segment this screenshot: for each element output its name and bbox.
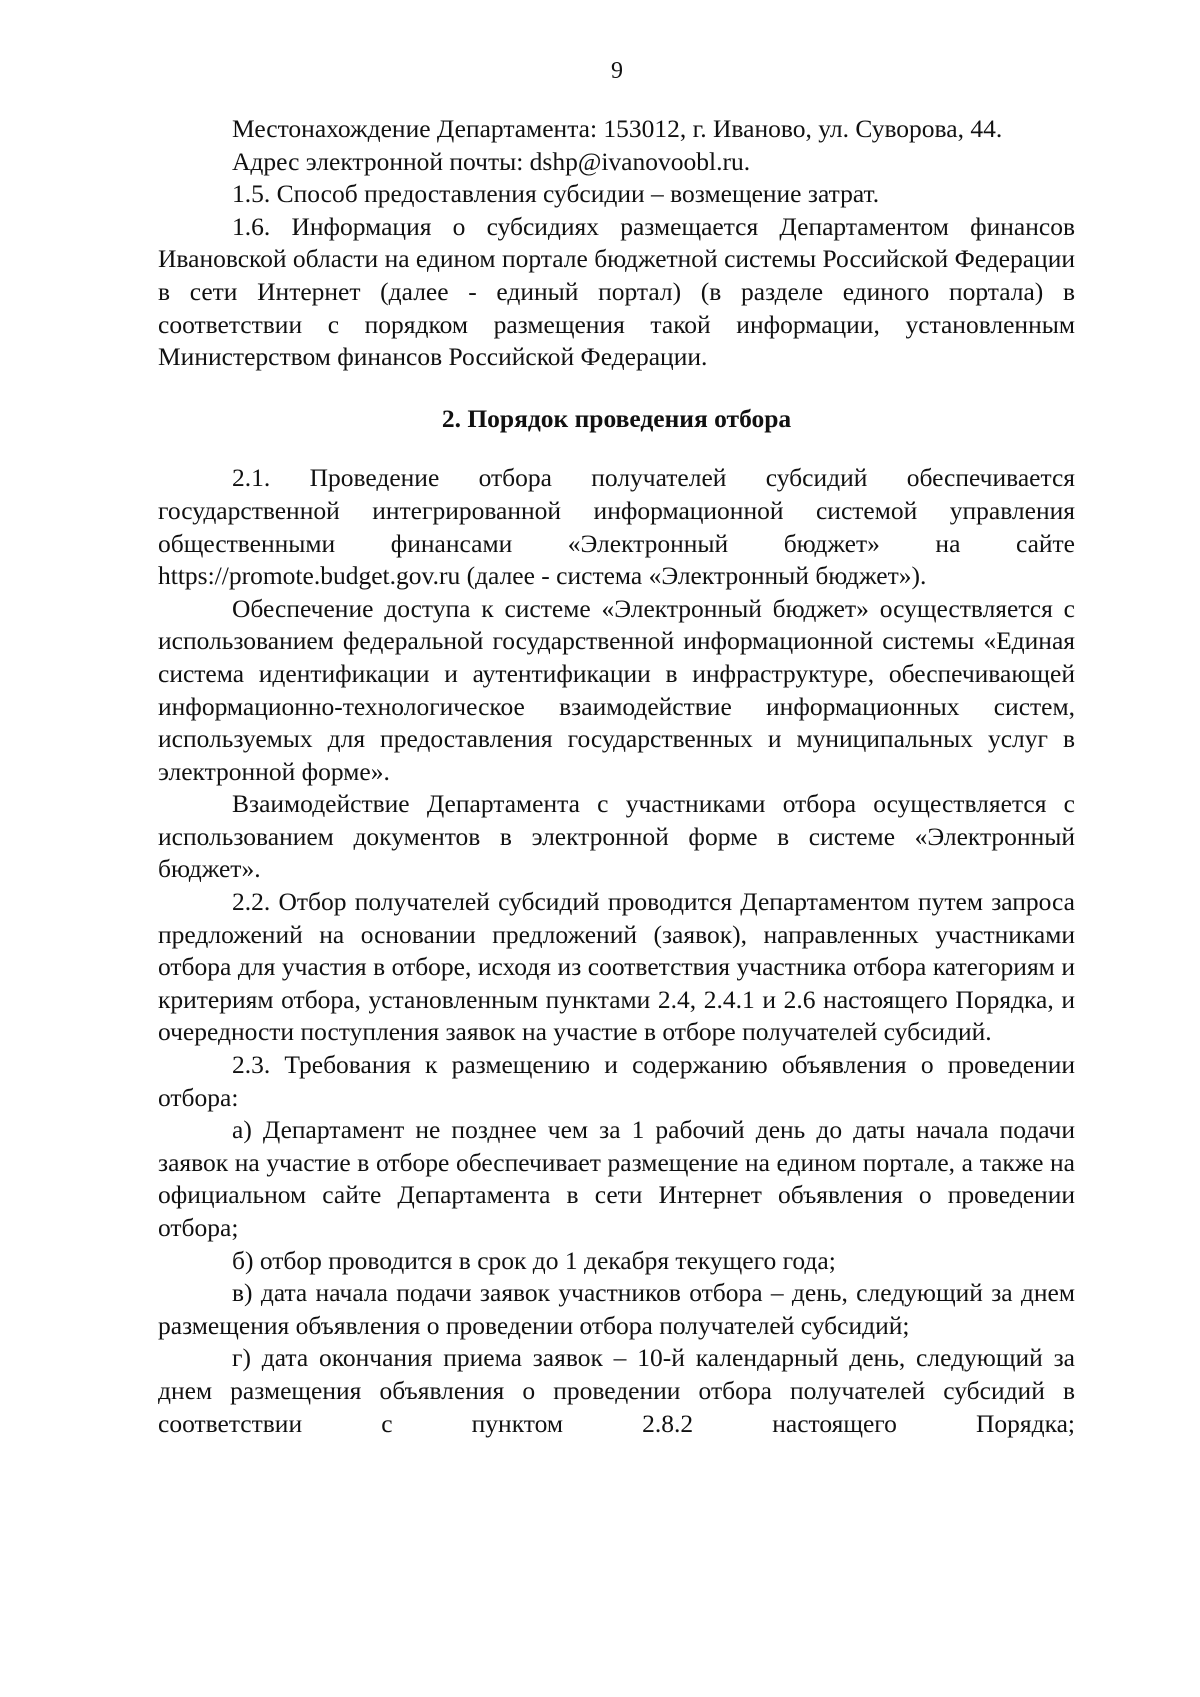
paragraph-interaction: Взаимодействие Департамента с участниками отбора осуществляется с использованием документов в электронной форме в системе «Электронный бюджет». (158, 789, 1075, 884)
paragraph-2-3-v: в) дата начала подачи заявок участников отбора – день, следующий за днем размещения объявления о проведении отбора получателей субсидий; (158, 1278, 1075, 1340)
paragraph-2-2: 2.2. Отбор получателей субсидий проводится Департаментом путем запроса предложений на основании предложений (заявок), направленных участниками отбора для участия в отборе, исходя из соответствия участника отбора категориям и критериям отбора, установленным пунктами 2.4, 2.4.1 и 2.6 настоящего Порядка, и очередности поступления заявок на участие в отборе получателей субсидий. (158, 887, 1075, 1047)
paragraph-2-3: 2.3. Требования к размещению и содержанию объявления о проведении отбора: (158, 1050, 1075, 1112)
section-heading: 2. Порядок проведения отбора (441, 403, 792, 433)
paragraph-2-1: 2.1. Проведение отбора получателей субсидий обеспечивается государственной интегрированной информационной системой управления общественными финансами «Электронный бюджет» на сайте https://promote.budget.gov.ru (далее - система «Электронный бюджет»). (158, 463, 1075, 591)
paragraph-1-6: 1.6. Информация о субсидиях размещается Департаментом финансов Ивановской области на едином портале бюджетной системы Российской Федерации в сети Интернет (далее - единый портал) (в разделе единого портала) в соответствии с порядком размещения такой информации, установленным Министерством финансов Российской Федерации. (158, 211, 1075, 372)
paragraph-2-3-g: г) дата окончания приема заявок – 10-й календарный день, следующий за днем размещения объявления о проведении отбора получателей субсидий в соответствии с пунктом 2.8.2 настоящего Порядка; (158, 1343, 1075, 1438)
paragraph-2-3-b: б) отбор проводится в срок до 1 декабря текущего года; (232, 1245, 836, 1275)
document-body (158, 113, 1075, 1440)
page-number: 9 (611, 58, 623, 84)
paragraph-email: Адрес электронной почты: dshp@ivanovoobl.ru. (232, 146, 751, 176)
paragraph-access: Обеспечение доступа к системе «Электронный бюджет» осуществляется с использованием федеральной государственной информационной системы «Единая система идентификации и аутентификации в инфраструктуре, обеспечивающей информационно-технологическое взаимодействие информационных систем, используемых для предоставления государственных и муниципальных услуг в электронной форме». (158, 593, 1075, 786)
paragraph-location: Местонахождение Департамента: 153012, г. Иваново, ул. Суворова, 44. (232, 114, 1003, 143)
paragraph-2-3-a: а) Департамент не позднее чем за 1 рабочий день до даты начала подачи заявок на участие в отборе обеспечивает размещение на едином портале, а также на официальном сайте Департамента в сети Интернет объявления о проведении отбора; (158, 1115, 1075, 1242)
paragraph-1-5: 1.5. Способ предоставления субсидии – возмещение затрат. (232, 179, 880, 209)
